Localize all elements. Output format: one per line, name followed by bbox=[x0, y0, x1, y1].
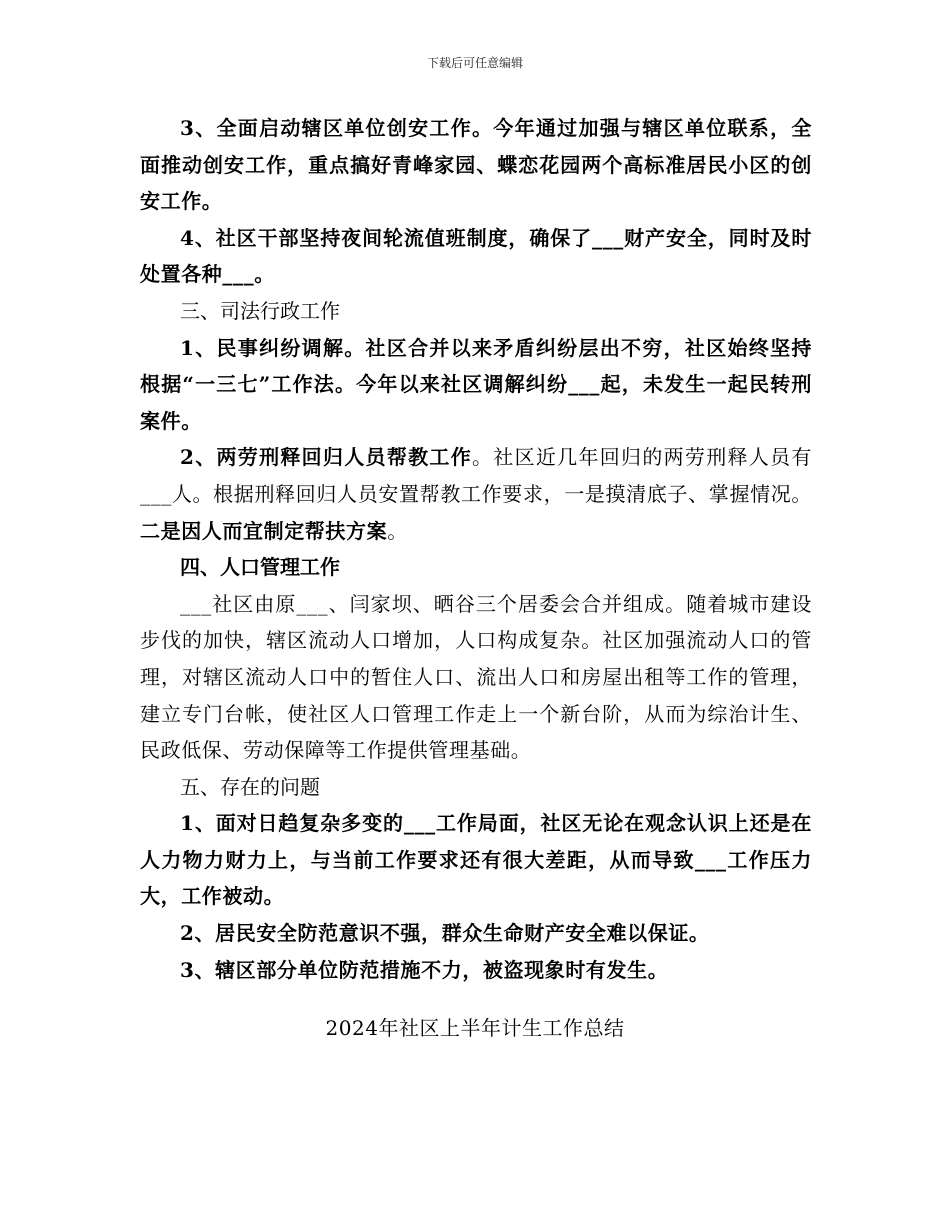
paragraph-1: 3、全面启动辖区单位创安工作。今年通过加强与辖区单位联系，全面推动创安工作，重点搞好青峰家园、蝶恋花园两个高标准居民小区的创安工作。 bbox=[140, 116, 812, 214]
section-heading-3: 三、司法行政工作 bbox=[180, 298, 340, 323]
paragraph-4-end: 。 bbox=[387, 518, 408, 543]
paragraph-7: 2、居民安全防范意识不强，群众生命财产安全难以保证。 bbox=[180, 921, 710, 946]
paragraph-5: ___社区由原___、闫家坝、晒谷三个居委会合并组成。随着城市建设步伐的加快，辖区流动人口增加，人口构成复杂。社区加强流动人口的管理，对辖区流动人口中的暂住人口、流出人口和房屋出租等工作的管理，建立专门台帐，使社区人口管理工作走上一个新台阶，从而为综治计生、民政低保、劳动保障等工作提供管理基础。 bbox=[140, 591, 812, 763]
paragraph-4-emphasis: 二是因人而宜制定帮扶方案 bbox=[140, 518, 388, 543]
paragraph-4-body: 。社区近几年回归的两劳刑释人员有___人。根据刑释回归人员安置帮教工作要求，一是摸清底子、掌握情况。 bbox=[140, 445, 812, 506]
paragraph-4 bbox=[140, 439, 812, 549]
document-body bbox=[140, 110, 812, 988]
section-heading-5: 五、存在的问题 bbox=[180, 774, 320, 799]
document-title: 2024年社区上半年计生工作总结 bbox=[325, 1016, 625, 1040]
page-header: 下载后可任意编辑 bbox=[426, 56, 523, 70]
section-heading-4: 四、人口管理工作 bbox=[180, 555, 340, 580]
paragraph-6: 1、面对日趋复杂多变的___工作局面，社区无论在观念认识上还是在人力物力财力上，与当前工作要求还有很大差距，从而导致___工作压力大，工作被动。 bbox=[140, 811, 812, 909]
paragraph-4-lead: 2、两劳刑释回归人员帮教工作 bbox=[180, 445, 473, 470]
paragraph-8: 3、辖区部分单位防范措施不力，被盗现象时有发生。 bbox=[180, 957, 669, 982]
paragraph-3: 1、民事纠纷调解。社区合并以来矛盾纠纷层出不穷，社区始终坚持根据“一三七”工作法。今年以来社区调解纠纷___起，未发生一起民转刑案件。 bbox=[140, 335, 812, 433]
paragraph-2: 4、社区干部坚持夜间轮流值班制度，确保了___财产安全，同时及时处置各种___。 bbox=[140, 225, 812, 287]
